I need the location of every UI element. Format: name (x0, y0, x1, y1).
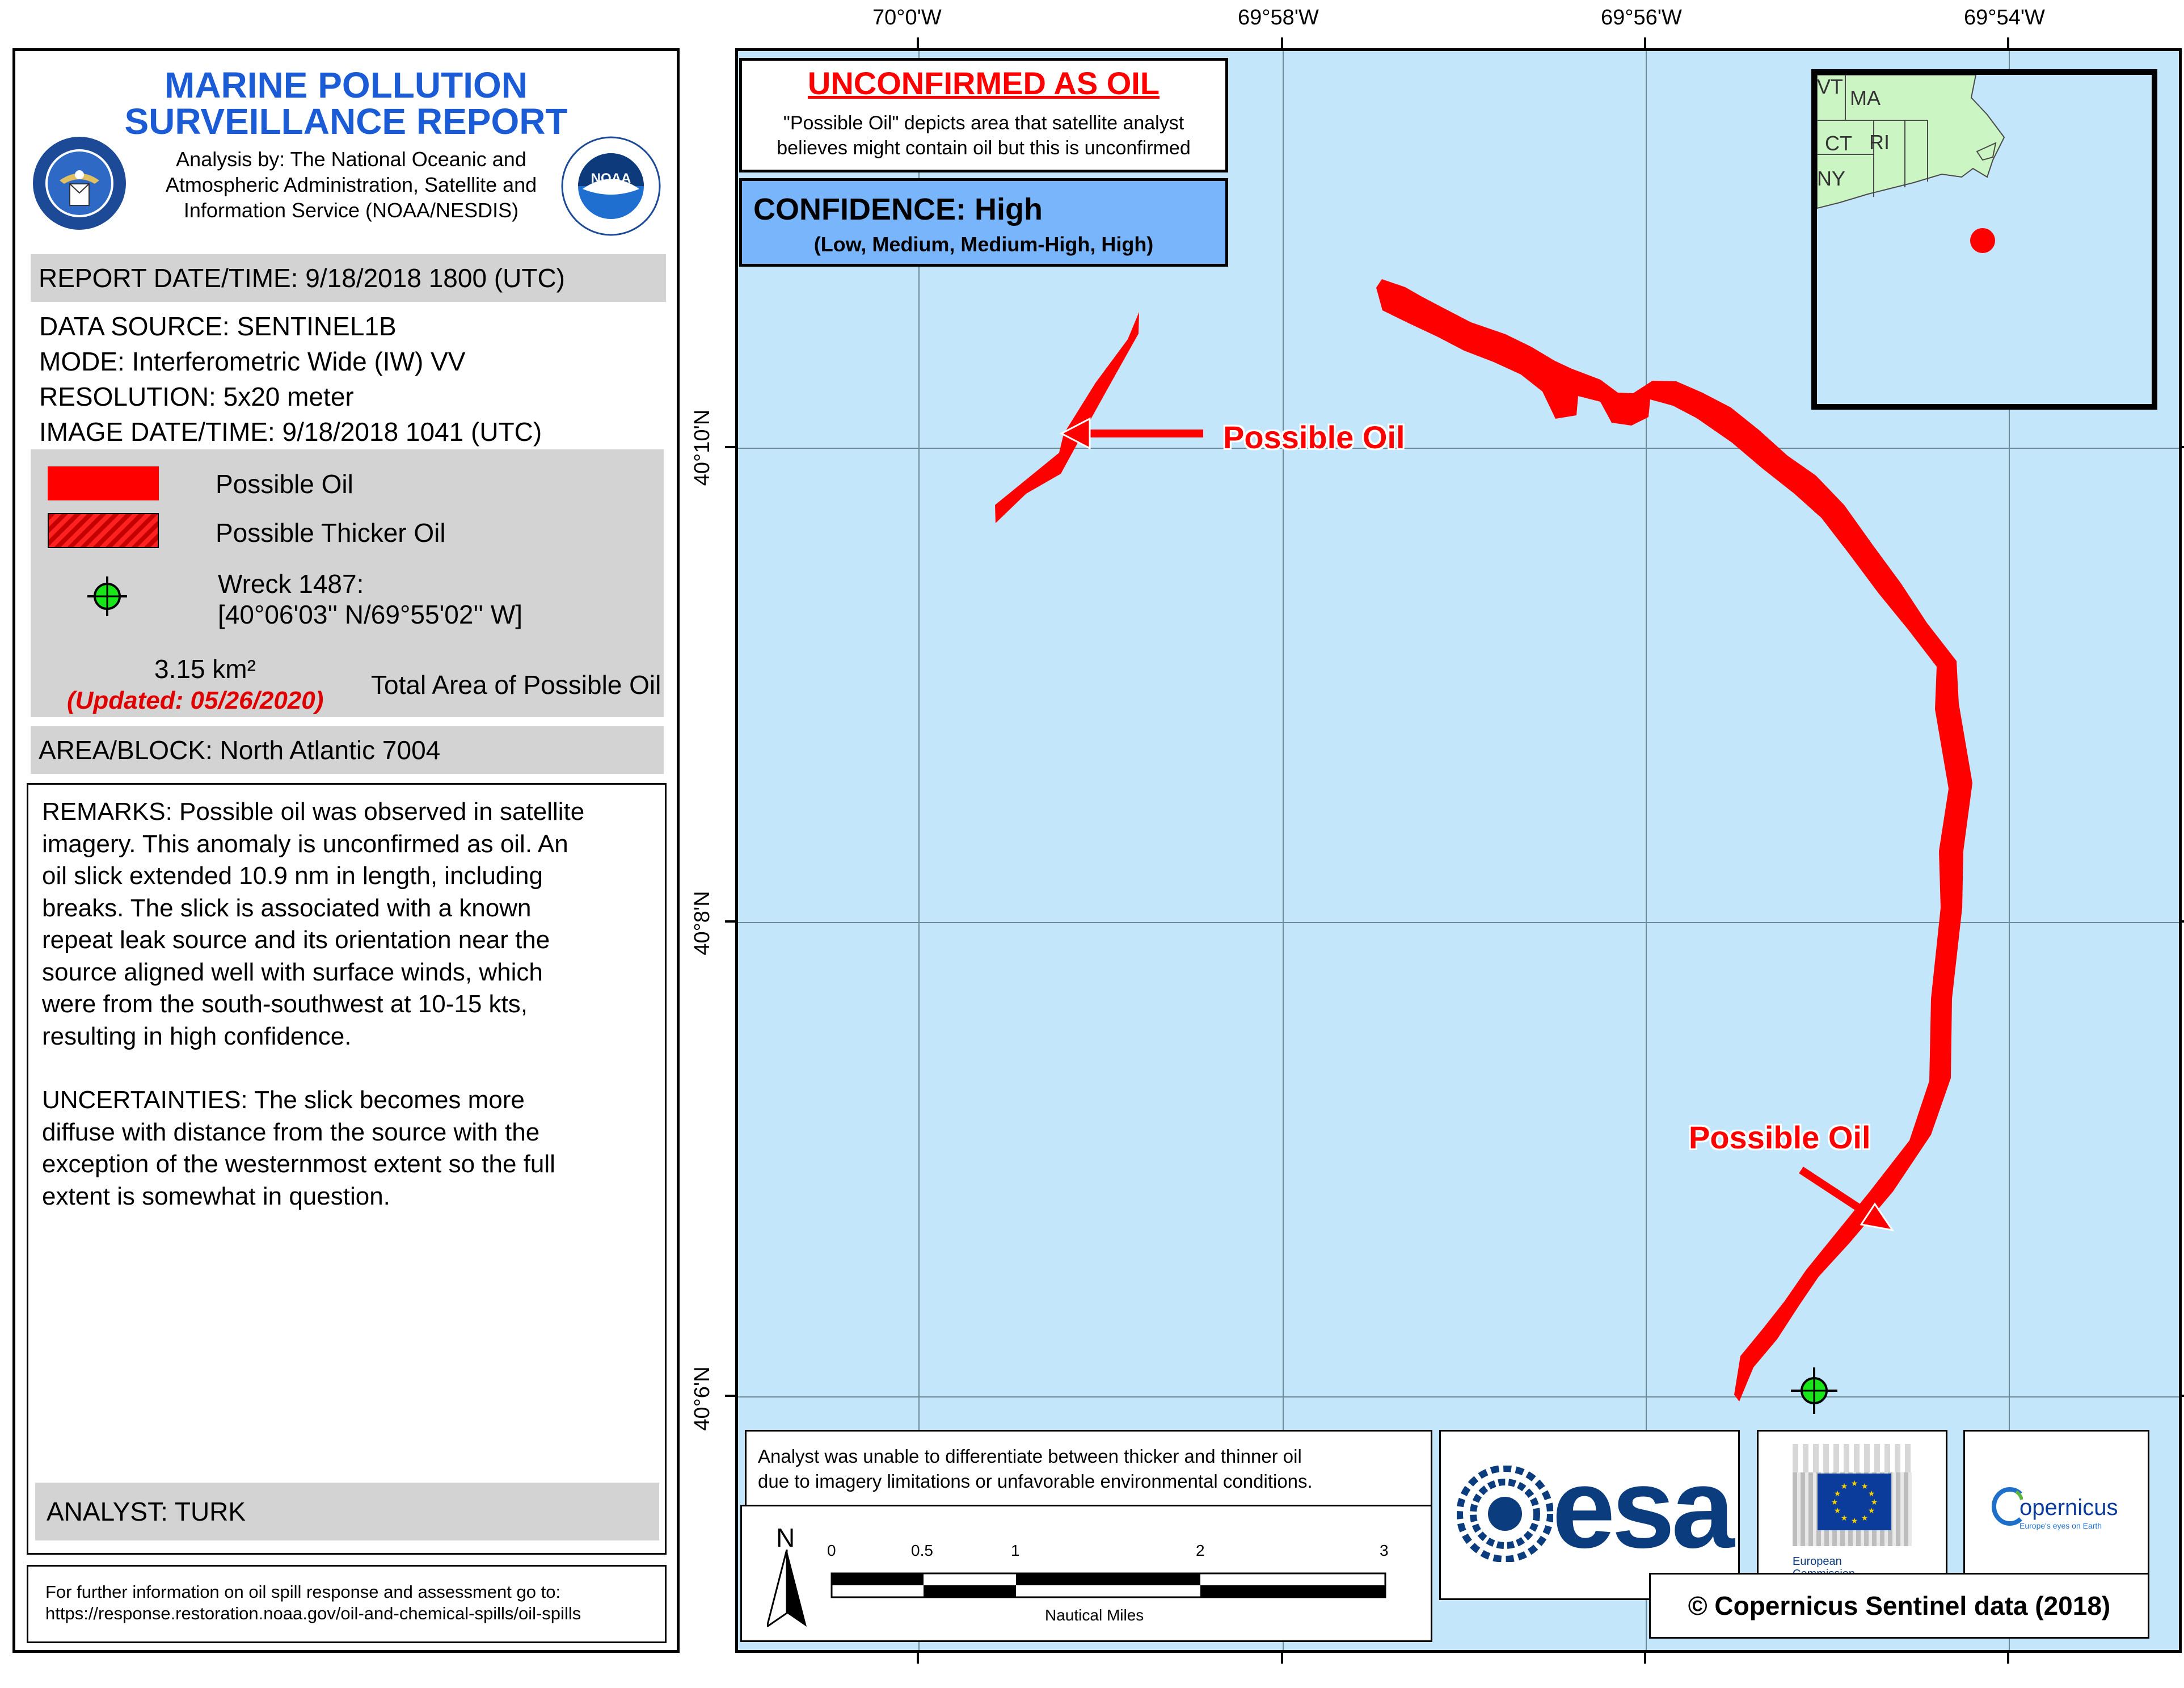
tick (2007, 37, 2009, 49)
esa-wordmark: esa (1552, 1445, 1731, 1572)
svg-text:★: ★ (1867, 1489, 1875, 1498)
analysis-line3: Information Service (NOAA/NESDIS) (183, 199, 519, 222)
footer-link[interactable]: https://response.restoration.noaa.gov/oil-and-chemical-spills/oil-spills (45, 1603, 581, 1623)
latitude-label: 40°6'N (690, 1366, 714, 1431)
copernicus-c-icon (1991, 1486, 2023, 1527)
inset-state-label: NY (1817, 167, 1846, 190)
unconfirmed-title: UNCONFIRMED AS OIL (807, 65, 1160, 101)
inset-land (1817, 75, 2152, 404)
oil-callout-label-2: Possible Oil (1689, 1119, 1871, 1155)
tick (725, 920, 736, 923)
wreck-marker-icon (86, 575, 128, 617)
scale-units: Nautical Miles (1045, 1606, 1144, 1624)
oil-callout-label-1: Possible Oil (1223, 419, 1405, 455)
svg-text:★: ★ (1850, 1479, 1858, 1488)
latitude-label: 40°10'N (690, 409, 714, 486)
remarks-box (27, 783, 667, 1555)
scale-tick-label: 0.5 (911, 1542, 933, 1559)
uncertainties-line: exception of the westernmost extent so the full (42, 1150, 555, 1178)
north-arrow-icon (767, 1550, 807, 1627)
confidence-box (739, 178, 1228, 267)
legend-wreck-line2: [40°06'03'' N/69°55'02'' W] (218, 600, 523, 629)
svg-text:★: ★ (1833, 1506, 1841, 1516)
svg-text:★: ★ (1833, 1489, 1841, 1498)
copernicus-tagline: Europe's eyes on Earth (2019, 1521, 2102, 1530)
map-frame[interactable] (735, 48, 2182, 1653)
copyright-text: © Copernicus Sentinel data (2018) (1688, 1591, 2111, 1620)
remarks-text (42, 796, 660, 1213)
tick (1281, 37, 1283, 49)
confidence-scale: (Low, Medium, Medium-High, High) (813, 233, 1154, 256)
longitude-label: 69°54'W (1964, 6, 2045, 30)
report-title-line1: MARINE POLLUTION (165, 65, 528, 106)
unconfirmed-box (739, 58, 1228, 172)
latitude-label: 40°8'N (690, 891, 714, 955)
tick (917, 1652, 919, 1664)
esa-globe-icon (1457, 1466, 1553, 1562)
inset-state-label: VT (1817, 75, 1844, 98)
report-panel (12, 48, 680, 1653)
analysis-text (141, 146, 561, 223)
scale-tick-label: 2 (1196, 1542, 1205, 1559)
north-label: N (776, 1523, 795, 1552)
locator-inset (1811, 69, 2157, 410)
analyst-note-line1: Analyst was unable to differentiate between thicker and thinner oil (758, 1446, 1302, 1467)
legend-wreck-line1: Wreck 1487: (218, 569, 364, 599)
longitude-label: 69°56'W (1601, 6, 1682, 30)
confidence-level: CONFIDENCE: High (753, 192, 1043, 226)
remarks-line: source aligned well with surface winds, which (42, 958, 543, 986)
wreck-1487-marker (1791, 1367, 1837, 1414)
data-source: DATA SOURCE: SENTINEL1B (39, 311, 397, 341)
possible-thicker-oil-swatch (48, 513, 159, 548)
legend-box (31, 449, 664, 717)
mode: MODE: Interferometric Wide (IW) VV (39, 347, 466, 376)
svg-text:★: ★ (1850, 1517, 1858, 1526)
uncertainties-line: diffuse with distance from the source with the (42, 1118, 540, 1146)
image-datetime: IMAGE DATE/TIME: 9/18/2018 1041 (UTC) (39, 417, 542, 447)
arrow-callout-2 (1801, 1170, 1875, 1219)
remarks-line: were from the south-southwest at 10-15 kts, (42, 990, 528, 1018)
eu-building-graphic (1793, 1444, 1912, 1472)
remarks-line: REMARKS: Possible oil was observed in satellite (42, 798, 585, 826)
inset-location-dot (1970, 228, 1995, 253)
legend-possible-thicker-oil: Possible Thicker Oil (216, 518, 446, 548)
tick (917, 37, 919, 49)
svg-text:★: ★ (1840, 1514, 1848, 1523)
remarks-line: oil slick extended 10.9 nm in length, including (42, 862, 543, 890)
uncertainties-line: UNCERTAINTIES: The slick becomes more (42, 1086, 525, 1114)
tick (1644, 1652, 1646, 1664)
scale-box (740, 1505, 1432, 1642)
eu-flag-icon (1818, 1474, 1891, 1530)
noaa-logo (560, 135, 662, 237)
copyright-box (1649, 1573, 2149, 1639)
tick (1281, 1652, 1283, 1664)
longitude-label: 70°0'W (872, 6, 942, 30)
oil-slick-west (995, 312, 1139, 523)
footer-box (27, 1565, 667, 1643)
unconfirmed-line2: believes might contain oil but this is unconfirmed (777, 137, 1191, 159)
eu-text-line1: European (1793, 1555, 1842, 1568)
possible-oil-swatch (48, 466, 159, 500)
analyst-note-box (745, 1430, 1432, 1513)
total-area-label: Total Area of Possible Oil (371, 670, 661, 700)
remarks-line: breaks. The slick is associated with a known (42, 894, 532, 922)
svg-text:★: ★ (1867, 1506, 1875, 1516)
legend-possible-oil: Possible Oil (216, 469, 353, 499)
svg-text:★: ★ (1831, 1498, 1839, 1507)
inset-state-label: CT (1825, 132, 1852, 155)
svg-text:★: ★ (1861, 1514, 1869, 1523)
remarks-line: imagery. This anomaly is unconfirmed as oil. An (42, 830, 568, 858)
report-title-line2: SURVEILLANCE REPORT (124, 101, 568, 142)
unconfirmed-line1: "Possible Oil" depicts area that satellite analyst (783, 112, 1184, 134)
analyst-note-line2: due to imagery limitations or unfavorable environmental conditions. (758, 1471, 1313, 1492)
svg-text:★: ★ (1861, 1482, 1869, 1491)
scale-tick-label: 3 (1380, 1542, 1389, 1559)
updated-date: (Updated: 05/26/2020) (67, 687, 324, 714)
analysis-line1: Analysis by: The National Oceanic and (176, 148, 526, 171)
remarks-line: resulting in high confidence. (42, 1022, 352, 1050)
analyst: ANALYST: TURK (35, 1483, 659, 1540)
svg-text:★: ★ (1840, 1482, 1848, 1491)
tick (725, 1395, 736, 1397)
inset-state-label: RI (1869, 131, 1890, 154)
area-block: AREA/BLOCK: North Atlantic 7004 (31, 726, 664, 774)
svg-text:★: ★ (1870, 1498, 1878, 1507)
report-datetime: REPORT DATE/TIME: 9/18/2018 1800 (UTC) (31, 254, 666, 302)
longitude-label: 69°58'W (1238, 6, 1319, 30)
uncertainties-line: extent is somewhat in question. (42, 1182, 390, 1210)
oil-slick-main (1376, 279, 1972, 1401)
copernicus-wordmark: opernicus (2019, 1495, 2118, 1520)
noaa-logo-text: NOAA (591, 171, 631, 186)
inset-state-label: MA (1850, 86, 1881, 110)
remarks-line: repeat leak source and its orientation near the (42, 926, 550, 954)
scale-tick-label: 1 (1011, 1542, 1020, 1559)
resolution: RESOLUTION: 5x20 meter (39, 382, 354, 411)
footer-line1: For further information on oil spill response and assessment go to: (45, 1582, 561, 1602)
remarks-line (42, 1053, 660, 1084)
scale-tick-label: 0 (827, 1542, 836, 1559)
analysis-line2: Atmospheric Administration, Satellite and (165, 173, 537, 196)
total-area-value: 3.15 km² (154, 654, 256, 684)
tick (2007, 1652, 2009, 1664)
tick (1644, 37, 1646, 49)
tick (725, 446, 736, 448)
commerce-seal-logo (31, 135, 128, 231)
